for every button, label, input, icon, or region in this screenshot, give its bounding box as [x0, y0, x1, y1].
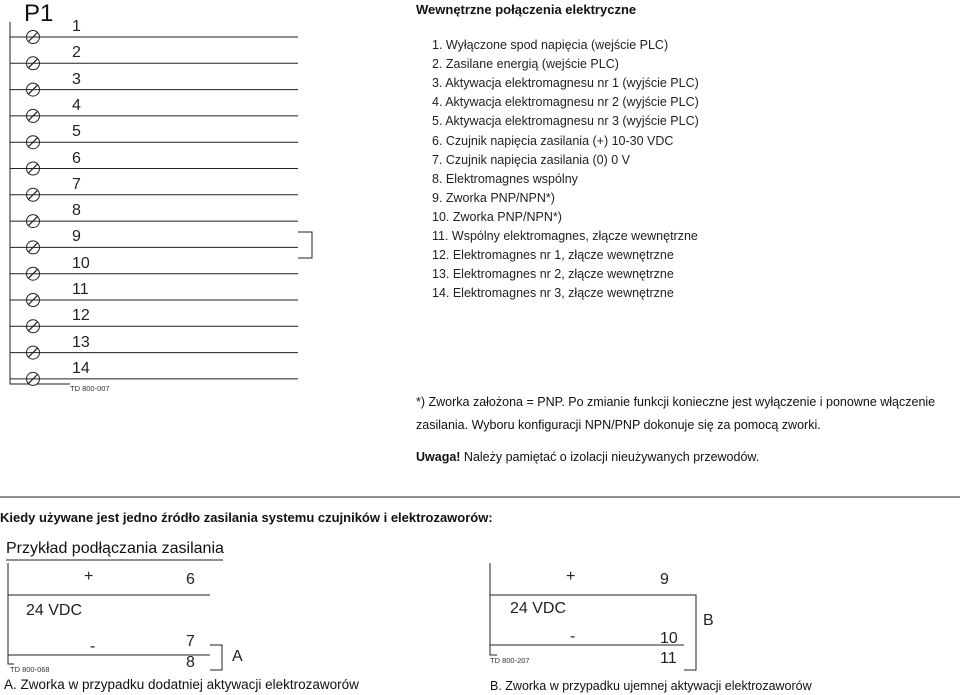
warning-note [416, 450, 759, 464]
diagram-b-source: 24 VDC [510, 600, 567, 617]
diagram-a-term-plus: 6 [186, 571, 195, 588]
diagram-a-source-box [8, 563, 14, 664]
terminal-block-outline [10, 22, 70, 384]
diagram-a-minus: - [90, 638, 96, 655]
connection-item: 3. Aktywacja elektromagnesu nr 1 (wyjście PLC) [432, 76, 699, 91]
footnote-line-2: zasilania. Wyboru konfiguracji NPN/PNP dokonuje się za pomocą zworki. [416, 418, 821, 432]
diagram-a-jumper-bracket [210, 645, 222, 670]
connection-item: 14. Elektromagnes nr 3, złącze wewnętrzne [432, 286, 674, 301]
connections-title: Wewnętrzne połączenia elektryczne [416, 2, 637, 17]
terminal-number: 5 [72, 123, 81, 141]
connection-item: 5. Aktywacja elektromagnesu nr 3 (wyjście PLC) [432, 114, 699, 129]
diagram-b-minus: - [570, 628, 576, 645]
connection-item: 2. Zasilane energią (wejście PLC) [432, 57, 619, 72]
diagram-a-term-minus-1: 7 [186, 633, 195, 650]
terminal-doc-code: TD 800-007 [70, 384, 110, 393]
diagram-b-jumper-bracket [684, 595, 696, 670]
diagram-b-plus: + [566, 568, 576, 585]
terminal-number: 11 [72, 281, 89, 298]
connection-item: 4. Aktywacja elektromagnesu nr 2 (wyjście PLC) [432, 95, 699, 110]
connection-item: 9. Zworka PNP/NPN*) [432, 190, 555, 205]
jumper-bracket-9-10 [298, 232, 312, 258]
sensor-heading: Kiedy używane jest jedno źródło zasilania systemu czujników i elektrozaworów: [0, 510, 493, 525]
diagram-a-source: 24 VDC [26, 602, 83, 619]
terminal-number: 4 [72, 96, 81, 114]
example-heading: Przykład podłączania zasilania [6, 540, 224, 557]
connection-item: 6. Czujnik napięcia zasilania (+) 10-30 VDC [432, 133, 674, 148]
terminal-number: 9 [72, 228, 81, 246]
connection-item: 8. Elektromagnes wspólny [432, 171, 578, 186]
terminal-number: 7 [72, 175, 81, 193]
diagram-b-doc-code: TD 800-207 [490, 656, 530, 665]
warning-label: Uwaga! [416, 450, 461, 464]
connection-item: 13. Elektromagnes nr 2, złącze wewnętrzne [432, 267, 674, 282]
terminal-number: 12 [72, 307, 90, 325]
diagram-a-plus: + [84, 568, 94, 585]
diagram-b-jumper-label: B [703, 612, 714, 629]
connection-item: 10. Zworka PNP/NPN*) [432, 209, 562, 224]
diagram-a-jumper-label: A [232, 648, 243, 665]
diagram-b-caption: B. Zworka w przypadku ujemnej aktywacji elektrozaworów [490, 679, 812, 693]
terminal-number: 1 [72, 18, 81, 35]
connection-item: 7. Czujnik napięcia zasilania (0) 0 V [432, 152, 631, 167]
diagram-a-doc-code: TD 800-068 [10, 665, 50, 674]
connection-item: 12. Elektromagnes nr 1, złącze wewnętrzne [432, 248, 674, 263]
diagram-b-term-minus-1: 10 [660, 630, 678, 647]
diagram-a-term-minus-2: 8 [186, 654, 195, 671]
terminal-number: 3 [72, 70, 81, 88]
terminal-number: 6 [72, 149, 81, 167]
terminal-number: 8 [72, 202, 81, 220]
warning-text: Należy pamiętać o izolacji nieużywanych przewodów. [460, 450, 760, 464]
diagram-b-term-plus: 9 [660, 571, 669, 588]
footnote-line-1: *) Zworka założona = PNP. Po zmianie funkcji konieczne jest wyłączenie i ponowne włączenie [416, 395, 936, 409]
terminal-number: 2 [72, 44, 81, 62]
terminal-number: 10 [72, 254, 90, 272]
connection-item: 1. Wyłączone spod napięcia (wejście PLC) [432, 38, 669, 52]
terminal-number: 14 [72, 359, 90, 377]
diagram-a-caption: A. Zworka w przypadku dodatniej aktywacji elektrozaworów [4, 677, 359, 692]
connection-item: 11. Wspólny elektromagnes, złącze wewnętrzne [432, 229, 698, 243]
terminal-number: 13 [72, 333, 90, 351]
panel-label: P1 [24, 0, 54, 27]
diagram-b-source-box [490, 563, 497, 655]
diagram-b-term-minus-2: 11 [660, 650, 677, 667]
